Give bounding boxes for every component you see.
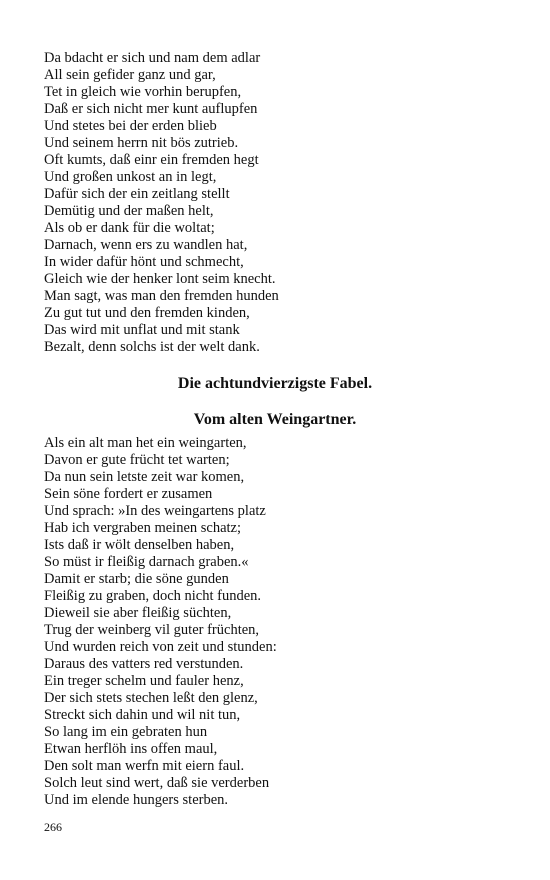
verse-line: Dafür sich der ein zeitlang stellt <box>44 186 230 202</box>
verse-line: All sein gefider ganz und gar, <box>44 67 216 83</box>
verse-line: Tet in gleich wie vorhin berupfen, <box>44 84 242 100</box>
fable-subtitle: Vom alten Weingartner. <box>193 411 357 428</box>
verse-line: Als ob er dank für die woltat; <box>44 220 215 236</box>
verse-line: Daraus des vatters red verstunden. <box>44 656 244 672</box>
verse-line: Sein söne fordert er zusamen <box>44 486 213 502</box>
page-number: 266 <box>44 820 62 834</box>
verse-line: Den solt man werfn mit eiern faul. <box>44 758 245 774</box>
verse-line: Etwan herflöh ins offen maul, <box>44 741 218 757</box>
verse-line: Hab ich vergraben meinen schatz; <box>44 520 242 536</box>
verse-line: Und sprach: »In des weingartens platz <box>44 503 266 519</box>
verse-line: Trug der weinberg vil guter früchten, <box>44 622 260 638</box>
verse-line: Damit er starb; die söne gunden <box>44 571 229 587</box>
verse-line: So müst ir fleißig darnach graben.« <box>44 554 249 570</box>
poem-stanza-weingartner <box>44 435 514 809</box>
verse-line: In wider dafür hönt und schmecht, <box>44 254 244 270</box>
verse-line: Dieweil sie aber fleißig süchten, <box>44 605 232 621</box>
verse-line: Und großen unkost an in legt, <box>44 169 217 185</box>
verse-line: Daß er sich nicht mer kunt auflupfen <box>44 101 258 117</box>
verse-line: Und stetes bei der erden blieb <box>44 118 217 134</box>
verse-line: Fleißig zu graben, doch nicht funden. <box>44 588 262 604</box>
poem-stanza-eagle-ending <box>44 50 514 356</box>
verse-line: Da nun sein letste zeit war komen, <box>44 469 245 485</box>
verse-line: Darnach, wenn ers zu wandlen hat, <box>44 237 248 253</box>
verse-line: Und wurden reich von zeit und stunden: <box>44 639 277 655</box>
verse-line: Und seinem herrn nit bös zutrieb. <box>44 135 239 151</box>
verse-line: Das wird mit unflat und mit stank <box>44 322 240 338</box>
verse-line: Ein treger schelm und fauler henz, <box>44 673 244 689</box>
verse-line: Man sagt, was man den fremden hunden <box>44 288 279 304</box>
verse-line: Und im elende hungers sterben. <box>44 792 229 808</box>
verse-line: Ists daß ir wölt denselben haben, <box>44 537 235 553</box>
verse-line: Oft kumts, daß einr ein fremden hegt <box>44 152 259 168</box>
verse-line: Zu gut tut und den fremden kinden, <box>44 305 250 321</box>
verse-line: Gleich wie der henker lont seim knecht. <box>44 271 276 287</box>
verse-line: Da bdacht er sich und nam dem adlar <box>44 50 261 66</box>
verse-line: So lang im ein gebraten hun <box>44 724 208 740</box>
fable-title: Die achtundvierzigste Fabel. <box>177 375 373 392</box>
verse-line: Solch leut sind wert, daß sie verderben <box>44 775 270 791</box>
verse-line: Der sich stets stechen leßt den glenz, <box>44 690 258 706</box>
verse-line: Als ein alt man het ein weingarten, <box>44 435 247 451</box>
verse-line: Bezalt, denn solchs ist der welt dank. <box>44 339 260 355</box>
verse-line: Demütig und der maßen helt, <box>44 203 214 219</box>
verse-line: Davon er gute frücht tet warten; <box>44 452 230 468</box>
verse-line: Streckt sich dahin und wil nit tun, <box>44 707 241 723</box>
